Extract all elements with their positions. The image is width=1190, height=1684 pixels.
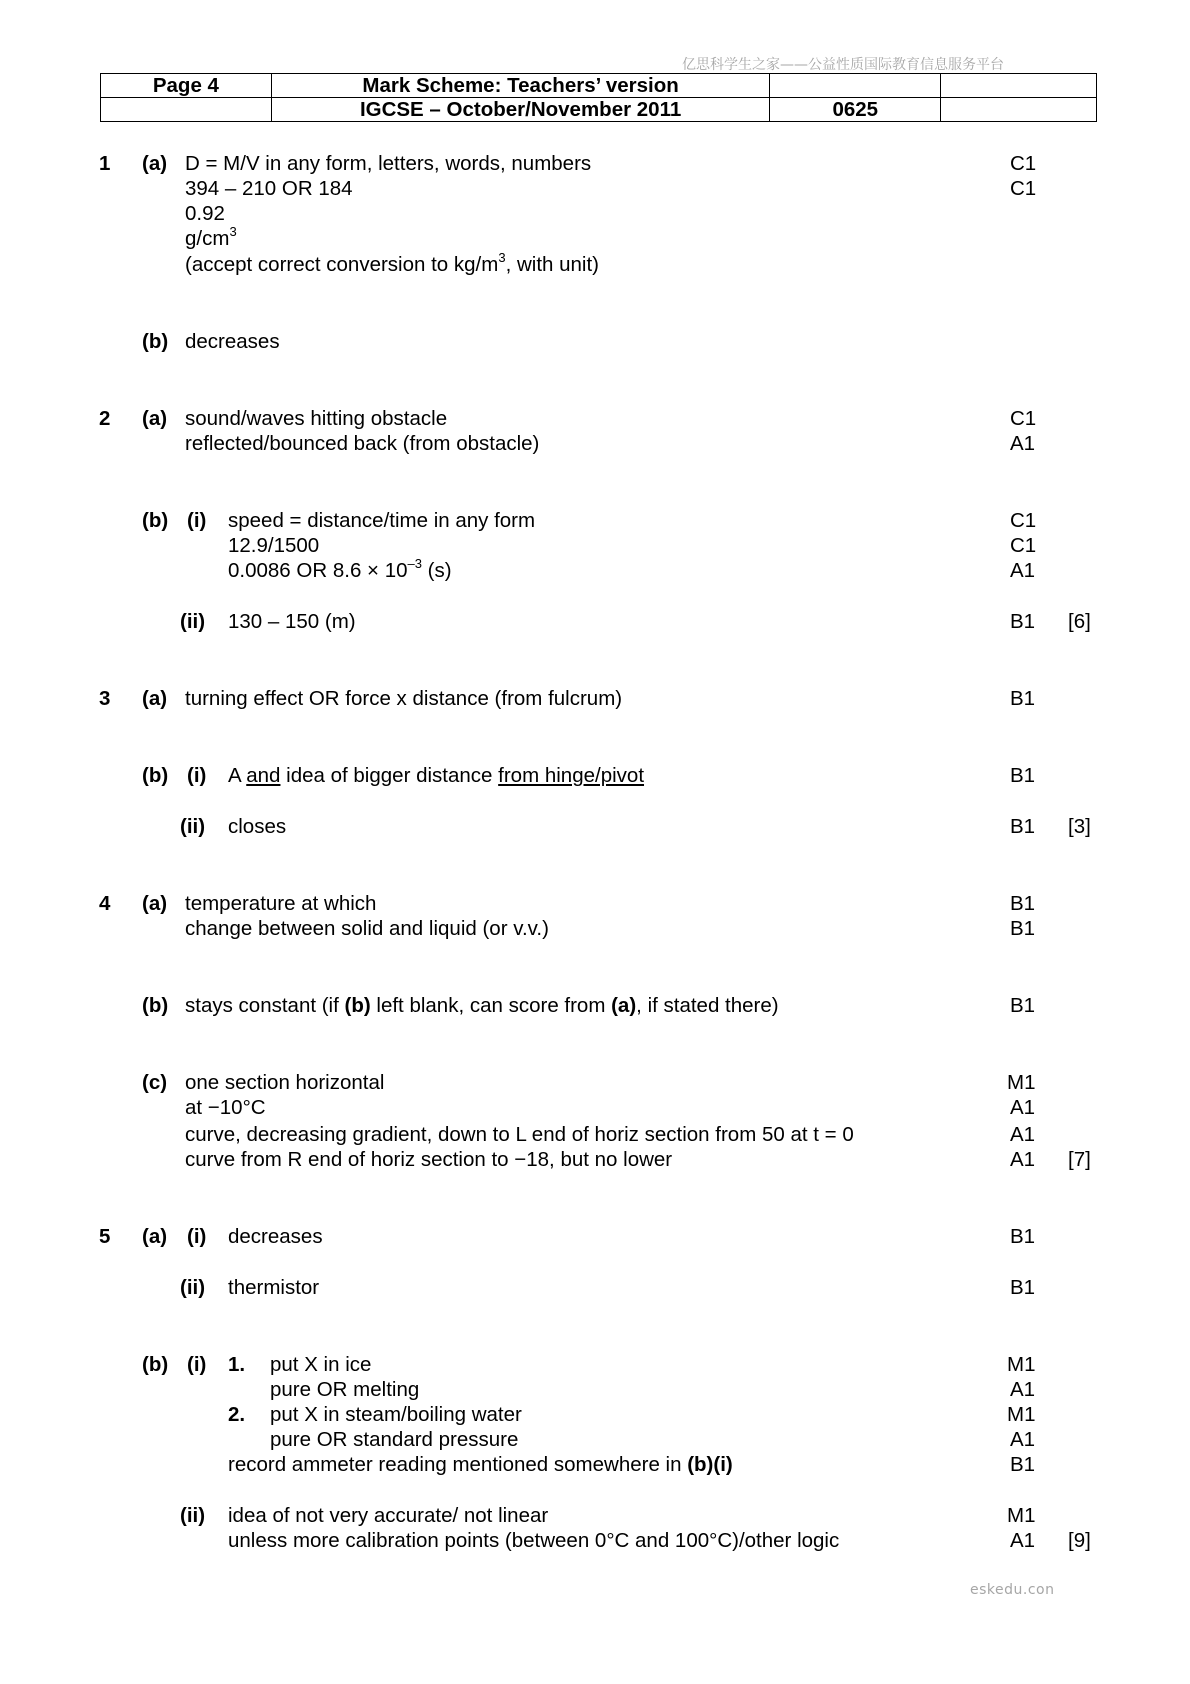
- answer-line: put X in ice: [270, 1353, 372, 1376]
- subpart-label: (i): [187, 1353, 207, 1376]
- answer-line: 394 – 210 OR 184: [185, 177, 353, 200]
- answer-line: thermistor: [228, 1276, 320, 1299]
- subpart-label: (ii): [180, 610, 206, 633]
- mark: M1: [1007, 1504, 1036, 1527]
- subpart-label: (ii): [180, 1276, 206, 1299]
- mark: M1: [1007, 1403, 1036, 1426]
- answer-line: reflected/bounced back (from obstacle): [185, 432, 540, 455]
- mark: C1: [1010, 177, 1037, 200]
- answer-line: decreases: [185, 330, 280, 353]
- subpart-label: (i): [187, 764, 207, 787]
- question-number: 1: [99, 152, 111, 175]
- answer-line: (accept correct conversion to $kg/m^3$, with unit): [185, 250, 599, 276]
- answer-line: closes: [228, 815, 287, 838]
- answer-line: curve, decreasing gradient, down to L end of horiz section from 50 at t = 0: [185, 1123, 854, 1146]
- mark: A1: [1010, 1529, 1036, 1552]
- mark: B1: [1010, 917, 1036, 940]
- answer-line: one section horizontal: [185, 1071, 385, 1094]
- subpart-label: (ii): [180, 1504, 206, 1527]
- answer-line: put X in steam/boiling water: [270, 1403, 522, 1426]
- header-empty-cell: [941, 74, 1097, 98]
- answer-line: 130 – 150 (m): [228, 610, 356, 633]
- mark: M1: [1007, 1071, 1036, 1094]
- question-total: [9]: [1068, 1529, 1091, 1552]
- subpart-label: (i): [187, 1225, 207, 1248]
- part-label: (b): [142, 994, 169, 1017]
- mark: A1: [1010, 1123, 1036, 1146]
- page-number: Page 4: [101, 74, 272, 98]
- answer-line: decreases: [228, 1225, 323, 1248]
- mark: B1: [1010, 610, 1036, 633]
- mark: B1: [1010, 764, 1036, 787]
- answer-line: change between solid and liquid (or v.v.): [185, 917, 549, 940]
- answer-line: record ammeter reading mentioned somewhere in (b)(i): [228, 1453, 733, 1476]
- question-number: 5: [99, 1225, 111, 1248]
- part-label: (c): [142, 1071, 168, 1094]
- answer-line: $g/cm^3$: [185, 224, 237, 250]
- exam-session: IGCSE – October/November 2011: [271, 98, 770, 122]
- mark: B1: [1010, 815, 1036, 838]
- answer-line: 0.0086 OR $8.6 \times 10^{-3}$ (s): [228, 556, 452, 582]
- answer-line: turning effect OR force x distance (from fulcrum): [185, 687, 623, 710]
- mark: A1: [1010, 1428, 1036, 1451]
- mark: C1: [1010, 152, 1037, 175]
- answer-line: curve from R end of horiz section to −18, but no lower: [185, 1148, 673, 1171]
- answer-line: temperature at which: [185, 892, 377, 915]
- mark: B1: [1010, 1453, 1036, 1476]
- answer-line: 12.9/1500: [228, 534, 320, 557]
- mark: A1: [1010, 1378, 1036, 1401]
- question-total: [6]: [1068, 610, 1091, 633]
- question-number: 3: [99, 687, 111, 710]
- answer-line: stays constant (if (b) left blank, can score from (a), if stated there): [185, 994, 779, 1017]
- document-title: Mark Scheme: Teachers’ version: [271, 74, 770, 98]
- answer-line: D = M/V in any form, letters, words, numbers: [185, 152, 592, 175]
- mark: C1: [1010, 407, 1037, 430]
- mark: A1: [1010, 1096, 1036, 1119]
- part-label: (a): [142, 407, 168, 430]
- mark: M1: [1007, 1353, 1036, 1376]
- syllabus-code: 0625: [770, 98, 941, 122]
- header-empty-cell: [941, 98, 1097, 122]
- answer-line: pure OR standard pressure: [270, 1428, 519, 1451]
- mark: A1: [1010, 1148, 1036, 1171]
- question-number: 4: [99, 892, 111, 915]
- answer-line: at −10°C: [185, 1096, 266, 1119]
- answer-line: unless more calibration points (between 0°C and 100°C)/other logic: [228, 1529, 840, 1552]
- answer-line: pure OR melting: [270, 1378, 420, 1401]
- mark: B1: [1010, 687, 1036, 710]
- mark: B1: [1010, 1225, 1036, 1248]
- mark: A1: [1010, 432, 1036, 455]
- answer-line: speed = distance/time in any form: [228, 509, 536, 532]
- header-empty-cell: [770, 74, 941, 98]
- answer-line: sound/waves hitting obstacle: [185, 407, 448, 430]
- header-table: [100, 73, 1097, 122]
- question-total: [3]: [1068, 815, 1091, 838]
- step-number: 2.: [228, 1403, 246, 1426]
- part-label: (b): [142, 1353, 169, 1376]
- watermark-bottom: eskedu.con: [970, 1582, 1055, 1598]
- watermark-top: 亿思科学生之家——公益性质国际教育信息服务平台: [682, 57, 1004, 73]
- mark: C1: [1010, 534, 1037, 557]
- mark: C1: [1010, 509, 1037, 532]
- mark: B1: [1010, 994, 1036, 1017]
- part-label: (a): [142, 152, 168, 175]
- part-label: (a): [142, 687, 168, 710]
- part-label: (b): [142, 509, 169, 532]
- part-label: (b): [142, 764, 169, 787]
- mark: A1: [1010, 559, 1036, 582]
- question-total: [7]: [1068, 1148, 1091, 1171]
- answer-line: 0.92: [185, 202, 225, 225]
- answer-line: A and idea of bigger distance from hinge/pivot: [228, 764, 645, 787]
- step-number: 1.: [228, 1353, 246, 1376]
- mark: B1: [1010, 1276, 1036, 1299]
- part-label: (b): [142, 330, 169, 353]
- header-empty-cell: [101, 98, 272, 122]
- mark: B1: [1010, 892, 1036, 915]
- part-label: (a): [142, 1225, 168, 1248]
- answer-line: idea of not very accurate/ not linear: [228, 1504, 549, 1527]
- subpart-label: (i): [187, 509, 207, 532]
- part-label: (a): [142, 892, 168, 915]
- subpart-label: (ii): [180, 815, 206, 838]
- question-number: 2: [99, 407, 111, 430]
